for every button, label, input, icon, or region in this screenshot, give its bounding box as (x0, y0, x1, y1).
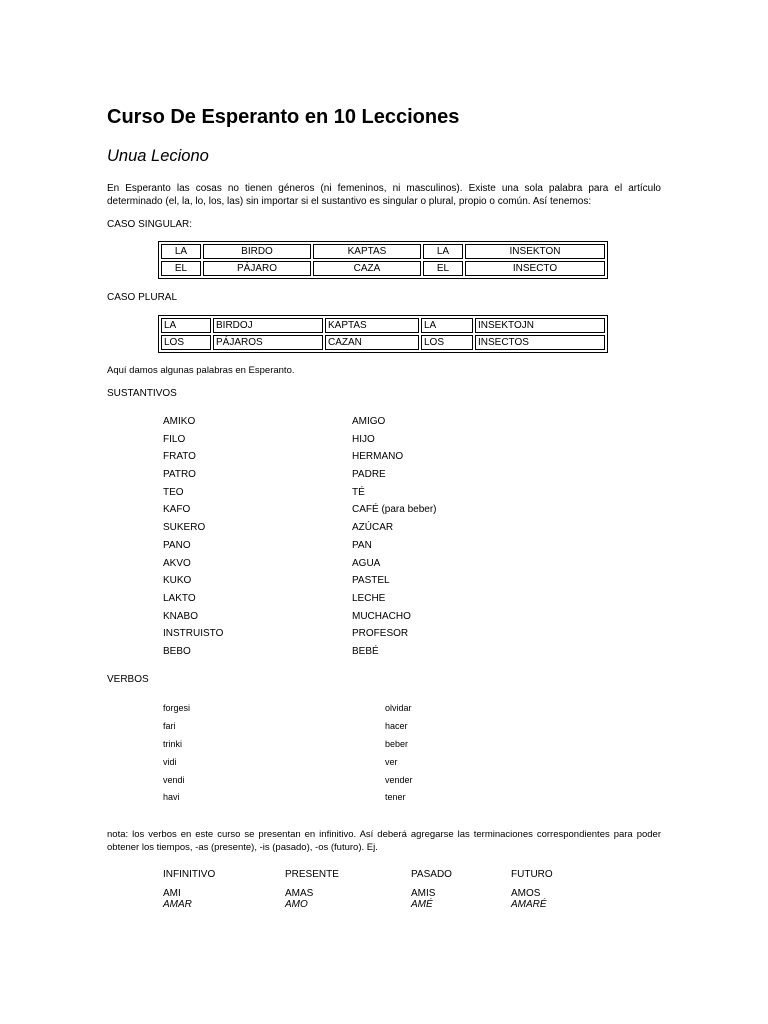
table-cell: LOS (421, 335, 473, 350)
table-cell: INSEKTOJN (475, 318, 605, 333)
conj-header-infinitivo: INFINITIVO (163, 869, 216, 880)
table-cell: PÁJAROS (213, 335, 323, 350)
table-cell: CAZAN (325, 335, 419, 350)
verbs-spanish-column (385, 702, 413, 809)
verbs-esperanto-column (163, 702, 190, 809)
conj-spanish: AMO (285, 899, 308, 910)
conj-header-pasado: PASADO (411, 869, 452, 880)
list-item: MUCHACHO (352, 610, 411, 622)
conj-esperanto: AMI (163, 888, 181, 899)
list-item: PAN (352, 539, 372, 551)
conj-header-futuro: FUTURO (511, 869, 553, 880)
table-cell: INSECTOS (475, 335, 605, 350)
words-intro: Aquí damos algunas palabras en Esperanto. (107, 365, 295, 376)
conj-esperanto: AMIS (411, 888, 436, 899)
list-item: vidi (163, 756, 177, 767)
list-item: AGUA (352, 557, 381, 569)
table-cell: BIRDO (203, 244, 311, 259)
lesson-subtitle: Unua Leciono (107, 147, 209, 165)
list-item: CAFÉ (para beber) (352, 504, 437, 516)
list-item: AMIGO (352, 416, 386, 427)
table-cell: LA (161, 244, 201, 259)
table-cell: INSECTO (465, 261, 605, 276)
table-cell: LA (161, 318, 211, 333)
table-cell: INSEKTON (465, 244, 605, 259)
table-cell: LA (423, 244, 463, 259)
table-cell: LOS (161, 335, 211, 350)
list-item: TEO (163, 486, 184, 498)
conj-header-presente: PRESENTE (285, 869, 339, 880)
list-item: LAKTO (163, 592, 196, 604)
list-item: KAFO (163, 504, 191, 516)
list-item: ver (385, 756, 398, 767)
list-item: KUKO (163, 575, 192, 587)
table-row (161, 335, 605, 350)
list-item: PATRO (163, 469, 196, 481)
list-item: AMIKO (163, 416, 196, 427)
table-row (161, 318, 605, 333)
table-row (161, 244, 605, 259)
list-item: HIJO (352, 433, 375, 445)
list-item: FRATO (163, 451, 196, 463)
list-item: KNABO (163, 610, 199, 622)
conj-spanish: AMÉ (411, 899, 433, 910)
singular-table (158, 241, 608, 279)
table-cell: LA (421, 318, 473, 333)
singular-label: CASO SINGULAR: (107, 219, 193, 230)
conj-esperanto: AMOS (511, 888, 541, 899)
list-item: olvidar (385, 703, 412, 713)
table-cell: EL (423, 261, 463, 276)
list-item: hacer (385, 720, 408, 731)
table-cell: PÁJARO (203, 261, 311, 276)
conj-esperanto: AMAS (285, 888, 314, 899)
table-cell: BIRDOJ (213, 318, 323, 333)
list-item: forgesi (163, 703, 191, 713)
conj-spanish: AMAR (163, 899, 192, 910)
conj-pasado (411, 888, 435, 910)
note-paragraph: nota: los verbos en este curso se presentan en infinitivo. Así deberá agregarse las terminaciones correspondientes para poder obtener los tiempos, -as (presente), -is (pasado), -os (futuro). Ej. (107, 829, 661, 853)
list-item: PROFESOR (352, 628, 409, 640)
list-item: LECHE (352, 592, 386, 604)
list-item: BEBO (163, 645, 191, 657)
list-item: INSTRUISTO (163, 628, 224, 640)
list-item: SUKERO (163, 522, 206, 534)
plural-table (158, 315, 608, 353)
conj-infinitivo (163, 888, 192, 910)
list-item: beber (385, 738, 409, 749)
list-item: TÉ (352, 486, 365, 498)
table-row (161, 261, 605, 276)
verbs-label: VERBOS (107, 674, 149, 685)
list-item: AKVO (163, 557, 191, 569)
list-item: vender (385, 774, 413, 785)
list-item: trinki (163, 738, 183, 749)
conj-spanish: AMARÉ (511, 899, 547, 910)
conj-presente (285, 888, 313, 910)
list-item: BEBÉ (352, 645, 379, 657)
nouns-label: SUSTANTIVOS (107, 388, 177, 399)
list-item: HERMANO (352, 451, 404, 463)
list-item: FILO (163, 433, 186, 445)
list-item: AZÚCAR (352, 522, 394, 534)
table-cell: KAPTAS (313, 244, 421, 259)
list-item: PANO (163, 539, 191, 551)
nouns-spanish-column (352, 416, 436, 664)
document-title: Curso De Esperanto en 10 Lecciones (107, 106, 460, 128)
list-item: tener (385, 792, 406, 803)
nouns-esperanto-column (163, 416, 223, 664)
list-item: PADRE (352, 469, 386, 481)
intro-paragraph: En Esperanto las cosas no tienen géneros (ni femeninos, ni masculinos). Existe una sola palabra para el artículo determinado (el, la, lo, los, las) sin importar si el sustantivo es singular o plural, propio o común. Así tenemos: (107, 183, 661, 207)
conj-futuro (511, 888, 547, 910)
list-item: fari (163, 720, 176, 731)
list-item: havi (163, 792, 180, 803)
list-item: PASTEL (352, 575, 390, 587)
table-cell: CAZA (313, 261, 421, 276)
list-item: vendi (163, 774, 185, 785)
table-cell: KAPTAS (325, 318, 419, 333)
plural-label: CASO PLURAL (107, 292, 178, 303)
table-cell: EL (161, 261, 201, 276)
